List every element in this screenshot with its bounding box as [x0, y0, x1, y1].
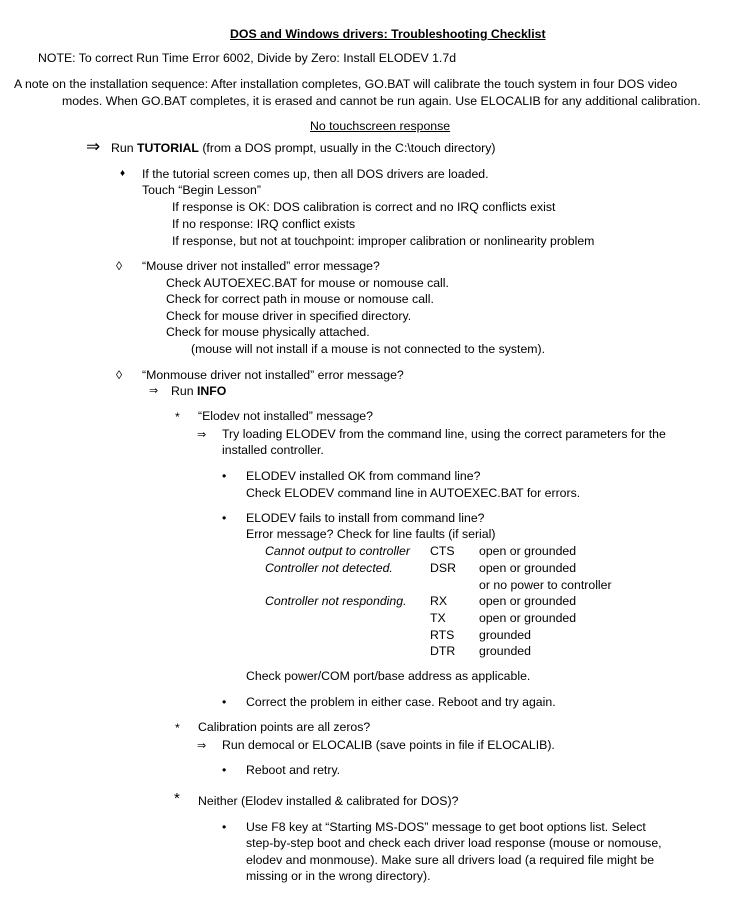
- run-prefix: Run: [171, 384, 197, 398]
- fault-signal: TX: [430, 611, 446, 625]
- fault-condition: open or grounded: [479, 594, 577, 608]
- dot-bullet-icon: •: [222, 820, 227, 834]
- fault-message: Cannot output to controller: [265, 544, 410, 558]
- dot-bullet-icon: •: [222, 763, 227, 777]
- elodev-try-line-1: Try loading ELODEV from the command line, using the correct parameters for the: [222, 427, 666, 441]
- right-arrow-icon: ⇒: [86, 137, 101, 156]
- right-arrow-icon: ⇒: [197, 740, 207, 752]
- fault-signal: CTS: [430, 544, 455, 558]
- correct-problem-line: Correct the problem in either case. Reboot and try again.: [246, 695, 556, 709]
- fault-signal: DSR: [430, 561, 456, 575]
- run-tutorial-line: [111, 140, 496, 157]
- mouse-check-4: Check for mouse physically attached.: [166, 325, 370, 339]
- elodev-ok-line-1: ELODEV installed OK from command line?: [246, 469, 481, 483]
- check-power-line: Check power/COM port/base address as applicable.: [246, 669, 531, 683]
- fault-condition: or no power to controller: [479, 578, 612, 592]
- neither-line-4: missing or in the wrong directory).: [246, 869, 431, 883]
- asterisk-bullet-icon: *: [174, 790, 180, 807]
- lozenge-bullet-icon: ◊: [116, 259, 123, 273]
- diamond-bullet-icon: ♦: [120, 168, 126, 179]
- neither-line-1: Use F8 key at “Starting MS-DOS” message to get boot options list. Select: [246, 820, 646, 834]
- elodev-fail-line-1: ELODEV fails to install from command line?: [246, 511, 485, 525]
- mouse-check-2: Check for correct path in mouse or nomouse call.: [166, 292, 434, 306]
- calibration-reboot-line: Reboot and retry.: [246, 763, 341, 777]
- tutorial-line-1: If the tutorial screen comes up, then all DOS drivers are loaded.: [142, 167, 489, 181]
- section-heading: No touchscreen response: [310, 119, 451, 133]
- fault-condition: open or grounded: [479, 544, 577, 558]
- run-info-line: [171, 383, 226, 400]
- elodev-ok-line-2: Check ELODEV command line in AUTOEXEC.BAT for errors.: [246, 486, 581, 500]
- elodev-heading: “Elodev not installed” message?: [198, 409, 373, 423]
- fault-condition: grounded: [479, 628, 531, 642]
- dot-bullet-icon: •: [222, 511, 227, 525]
- fault-signal: DTR: [430, 644, 456, 658]
- run-prefix: Run: [111, 141, 137, 155]
- install-note-line-1: A note on the installation sequence: After installation completes, GO.BAT will calibrate the touch system in four DOS video: [14, 77, 678, 91]
- tutorial-sub-2: If no response: IRQ conflict exists: [172, 217, 356, 231]
- fault-condition: grounded: [479, 644, 531, 658]
- fault-signal: RTS: [430, 628, 455, 642]
- asterisk-bullet-icon: *: [175, 721, 180, 735]
- tutorial-sub-3: If response, but not at touchpoint: improper calibration or nonlinearity problem: [172, 234, 595, 248]
- asterisk-bullet-icon: *: [175, 410, 180, 424]
- right-arrow-icon: ⇒: [149, 385, 159, 397]
- mouse-check-1: Check AUTOEXEC.BAT for mouse or nomouse call.: [166, 276, 449, 290]
- fault-message: Controller not responding.: [265, 594, 407, 608]
- run-tutorial-suffix: (from a DOS prompt, usually in the C:\touch directory): [198, 141, 496, 155]
- calibration-run-line: Run democal or ELOCALIB (save points in file if ELOCALIB).: [222, 738, 555, 752]
- dot-bullet-icon: •: [222, 695, 227, 709]
- tutorial-line-2: Touch “Begin Lesson”: [142, 183, 261, 197]
- mouse-note: (mouse will not install if a mouse is not connected to the system).: [191, 342, 546, 356]
- install-note-line-2: modes. When GO.BAT completes, it is erased and cannot be run again. Use ELOCALIB for any additional calibration.: [62, 94, 701, 108]
- monmouse-heading: “Monmouse driver not installed” error message?: [142, 368, 404, 382]
- neither-line-2: step-by-step boot and check each driver load response (mouse or nomouse,: [246, 836, 662, 850]
- elodev-fail-line-2: Error message? Check for line faults (if serial): [246, 527, 496, 541]
- calibration-heading: Calibration points are all zeros?: [198, 720, 371, 734]
- lozenge-bullet-icon: ◊: [116, 368, 123, 382]
- elodev-try-line-2: installed controller.: [222, 443, 324, 457]
- neither-heading: Neither (Elodev installed & calibrated for DOS)?: [198, 794, 459, 808]
- dot-bullet-icon: •: [222, 469, 227, 483]
- fault-message: Controller not detected.: [265, 561, 393, 575]
- error-note: NOTE: To correct Run Time Error 6002, Divide by Zero: Install ELODEV 1.7d: [38, 51, 457, 65]
- tutorial-command: TUTORIAL: [136, 141, 199, 155]
- mouse-check-3: Check for mouse driver in specified directory.: [166, 309, 412, 323]
- fault-signal: RX: [430, 594, 448, 608]
- fault-condition: open or grounded: [479, 611, 577, 625]
- tutorial-sub-1: If response is OK: DOS calibration is correct and no IRQ conflicts exist: [172, 200, 556, 214]
- page-title: DOS and Windows drivers: Troubleshooting Checklist: [230, 27, 546, 41]
- neither-line-3: elodev and monmouse). Make sure all drivers load (a required file might be: [246, 853, 655, 867]
- fault-condition: open or grounded: [479, 561, 577, 575]
- info-command: INFO: [196, 384, 227, 398]
- right-arrow-icon: ⇒: [197, 429, 207, 441]
- mouse-driver-heading: “Mouse driver not installed” error message?: [142, 259, 380, 273]
